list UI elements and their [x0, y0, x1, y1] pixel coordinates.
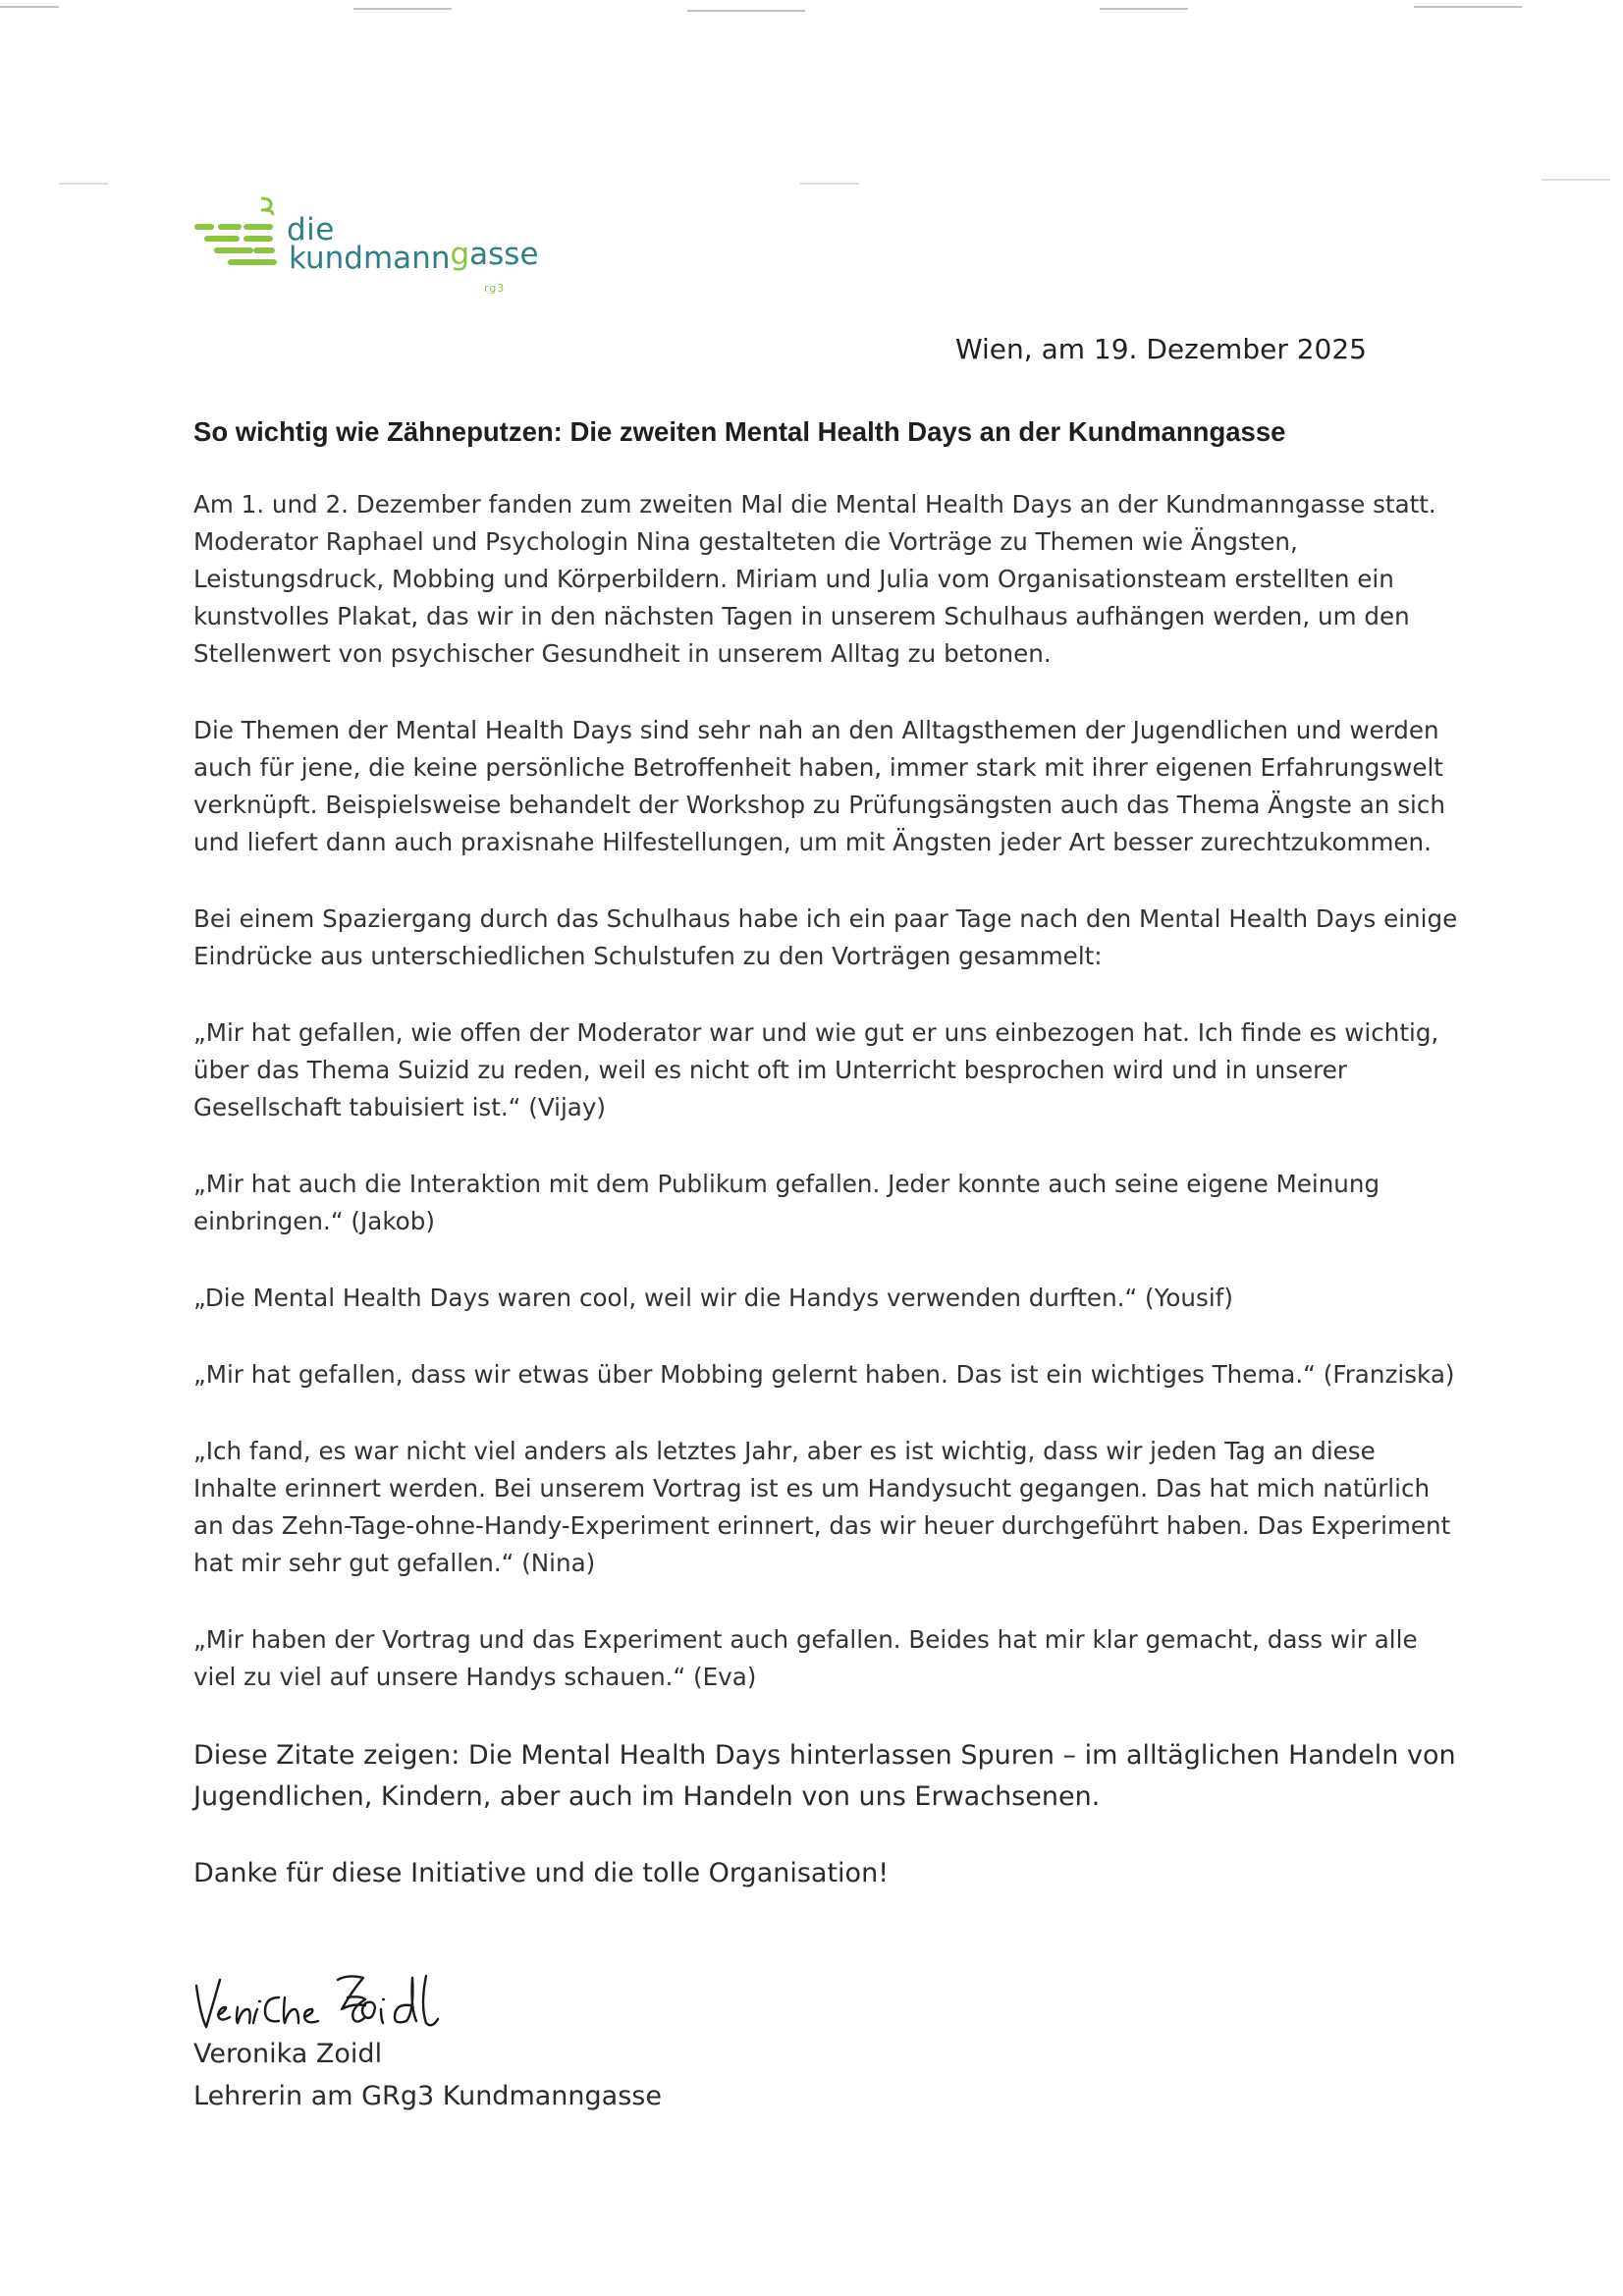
quote-paragraph: „Mir hat auch die Interaktion mit dem Publikum gefallen. Jeder konnte auch seine eigene Meinung einbringen.“ (Jakob)	[193, 1170, 1380, 1235]
signer-role: Lehrerin am GRg3 Kundmanngasse	[193, 2081, 662, 2111]
quote-paragraph: „Ich fand, es war nicht viel anders als letztes Jahr, aber es ist wichtig, dass wir jeden Tag an diese Inhalte erinnert werden. Bei unserem Vortrag ist es um Handysucht gegangen. Das hat mich natürlich an das Zehn-Tage-ohne-Handy-Experiment erinnert, das wir heuer durchgeführt haben. Das Experiment hat mir sehr gut gefallen.“ (Nina)	[193, 1437, 1451, 1577]
school-logo	[192, 191, 546, 299]
scan-artifact	[1542, 179, 1610, 181]
thanks-paragraph: Danke für diese Initiative und die tolle Organisation!	[193, 1858, 890, 1888]
paragraph: Die Themen der Mental Health Days sind sehr nah an den Alltagsthemen der Jugendlichen und werden auch für jene, die keine persönliche Betroffenheit haben, immer stark mit ihrer eigenen Erfahrungswelt verknüpft. Beispielsweise behandelt der Workshop zu Prüfungsängsten auch das Thema Ängste an sich und liefert dann auch praxisnahe Hilfestellungen, um mit Ängsten jeder Art besser zurechtzukommen.	[193, 716, 1445, 856]
logo-word-kundmanngasse	[289, 237, 539, 295]
letter-body	[193, 486, 1460, 1930]
quote-paragraph: „Die Mental Health Days waren cool, weil wir die Handys verwenden durften.“ (Yousif)	[193, 1284, 1233, 1312]
letter-date: Wien, am 19. Dezember 2025	[954, 333, 1367, 365]
scan-artifact	[687, 10, 805, 12]
closing-paragraph: Diese Zitate zeigen: Die Mental Health Days hinterlassen Spuren – im alltäglichen Handeln von Jugendlichen, Kindern, aber auch im Handeln von uns Erwachsenen.	[193, 1740, 1456, 1812]
scan-artifact	[59, 183, 108, 185]
paragraph: Bei einem Spaziergang durch das Schulhaus habe ich ein paar Tage nach den Mental Health Days einige Eindrücke aus unterschiedlichen Schulstufen zu den Vorträgen gesammelt:	[193, 904, 1458, 970]
handwritten-signature	[189, 1968, 581, 2047]
logo-part-rg3: rg3	[484, 282, 506, 295]
scan-artifact	[0, 6, 59, 8]
quote-paragraph: „Mir haben der Vortrag und das Experiment auch gefallen. Beides hat mir klar gemacht, dass wir alle viel zu viel auf unsere Handys schauen.“ (Eva)	[193, 1625, 1418, 1691]
letter-headline: So wichtig wie Zähneputzen: Die zweiten Mental Health Days an der Kundmanngasse	[193, 416, 1286, 447]
scan-artifact	[1100, 8, 1188, 10]
quote-paragraph: „Mir hat gefallen, dass wir etwas über Mobbing gelernt haben. Das ist ein wichtiges Thema.“ (Franziska)	[193, 1360, 1455, 1389]
quote-paragraph: „Mir hat gefallen, wie offen der Moderator war und wie gut er uns einbezogen hat. Ich finde es wichtig, über das Thema Suizid zu reden, weil es nicht oft im Unterricht besprochen wird und in unserer Gesellschaft tabuisiert ist.“ (Vijay)	[193, 1018, 1439, 1121]
logo-part-asse: asse	[469, 237, 539, 272]
scan-artifact	[1414, 6, 1522, 8]
logo-word-die: die	[287, 212, 335, 247]
scan-artifact	[353, 8, 452, 10]
signer-name: Veronika Zoidl	[193, 2039, 383, 2069]
logo-stairs-icon	[192, 191, 291, 279]
paragraph: Am 1. und 2. Dezember fanden zum zweiten Mal die Mental Health Days an der Kundmanngasse statt. Moderator Raphael und Psychologin Nina gestalteten die Vorträge zu Themen wie Ängsten, Leistungsdruck, Mobbing und Körperbildern. Miriam und Julia vom Organisationsteam erstellten ein kunstvolles Plakat, das wir in den nächsten Tagen in unserem Schulhaus aufhängen werden, um den Stellenwert von psychischer Gesundheit in unserem Alltag zu betonen.	[193, 490, 1436, 668]
scan-artifact	[800, 183, 859, 185]
logo-part-g: g	[450, 237, 470, 272]
logo-part-kundmann: kundmann	[289, 241, 451, 276]
